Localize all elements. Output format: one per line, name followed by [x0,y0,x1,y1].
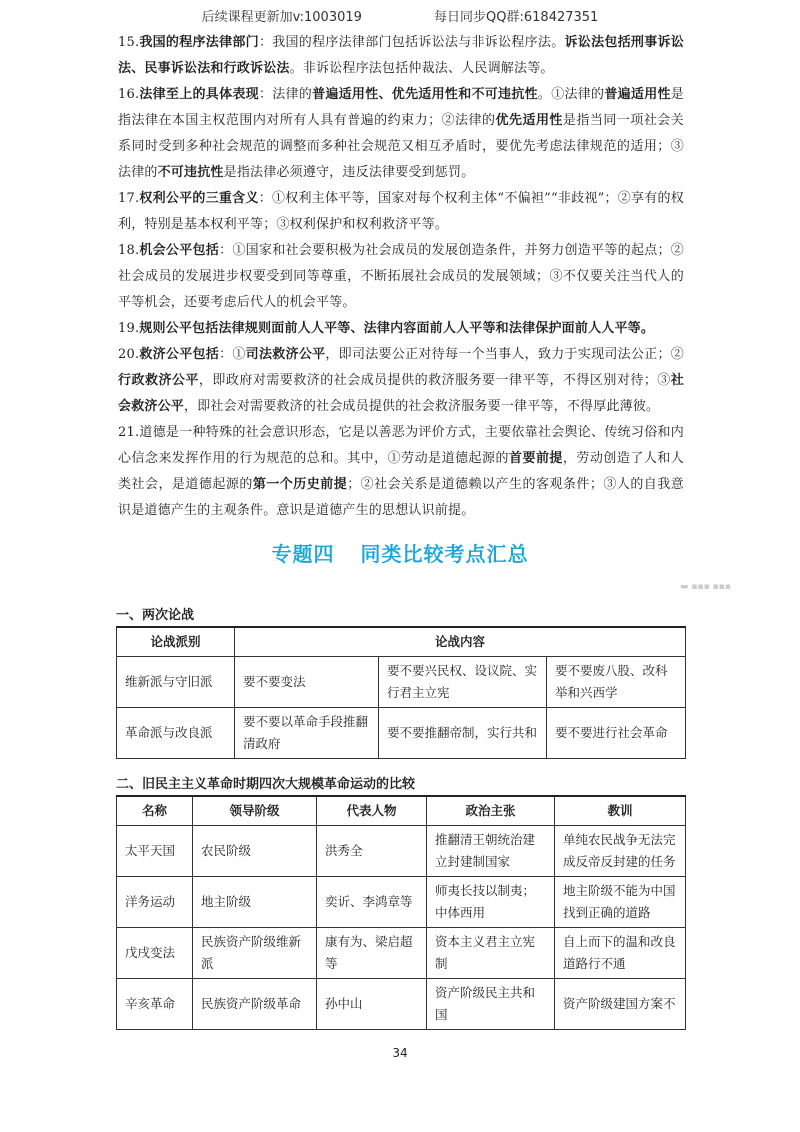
table-row: 辛亥革命 民族资产阶级革命 孙中山 资产阶级民主共和国 资产阶级建国方案不 [117,979,686,1030]
table-header-row [117,627,686,657]
item-18: 18.机会公平包括：①国家和社会要积极为社会成员的发展创造条件，并努力创造平等的起点；②社会成员的发展进步权要受到同等尊重，不断拓展社会成员的发展领域；③不仅要关注当代人的平等机会，还要考虑后代人的机会平等。 [118,243,684,310]
revolutions-table [116,795,686,1030]
page-number: 34 [392,1046,408,1060]
header-debate-content: 论战内容 [235,627,686,657]
table-row: 太平天国 农民阶级 洪秀全 推翻清王朝统治建立封建制国家 单纯农民战争无法完成反帝反封建的任务 [117,826,686,877]
body-text [118,30,684,524]
table-row: 戊戌变法 民族资产阶级维新派 康有为、梁启超等 资本主义君主立宪制 自上而下的温和改良道路行不通 [117,928,686,979]
item-20: 20.救济公平包括：①司法救济公平，即司法要公正对待每一个当事人，致力于实现司法公正；②行政救济公平，即政府对需要救济的社会成员提供的救济服务要一律平等，不得区别对待；③社会救济公平，即社会对需要救济的社会成员提供的社会救济服务要一律平等，不得厚此薄彼。 [118,347,685,414]
item-17: 17.权利公平的三重含义：①权利主体平等，国家对每个权利主体“不偏袒”“非歧视”；②享有的权利，特别是基本权利平等；③权利保护和权利救济平等。 [118,191,684,232]
page-header [0,6,800,25]
table2-title: 二、旧民主主义革命时期四次大规模革命运动的比较 [116,777,416,792]
section-title: 专题四 同类比较考点汇总 [271,542,529,566]
table-row: 洋务运动 地主阶级 奕䜣、李鸿章等 师夷长技以制夷；中体西用 地主阶级不能为中国找到正确的道路 [117,877,686,928]
table-header-row: 名称 领导阶级 代表人物 政治主张 教训 [117,796,686,826]
item-16: 16.法律至上的具体表现：法律的普遍适用性、优先适用性和不可违抗性。①法律的普遍适用性是指法律在本国主权范围内对所有人具有普遍的约束力；②法律的优先适用性是指当同一项社会关系同时受到多种社会规范的调整而多种社会规范又相互矛盾时，要优先考虑法律规范的适用；③法律的不可违抗性是指法律必须遵守，违反法律要受到惩罚。 [118,87,684,180]
item-15: 15.我国的程序法律部门：我国的程序法律部门包括诉讼法与非诉讼程序法。诉讼法包括刑事诉讼法、民事诉讼法和行政诉讼法。非诉讼程序法包括仲裁法、人民调解法等。 [118,35,684,76]
item-21: 21.道德是一种特殊的社会意识形态，它是以善恶为评价方式，主要依靠社会舆论、传统习俗和内心信念来发挥作用的行为规范的总和。其中，①劳动是道德起源的首要前提，劳动创造了人和人类社会，是道德起源的第一个历史前提；②社会关系是道德赖以产生的客观条件；③人的自我意识是道德产生的主观条件。意识是道德产生的思想认识前提。 [118,425,684,518]
table1-title: 一、两次论战 [116,608,195,623]
header-debate-factions: 论战派别 [117,627,235,657]
header-course-contact: 后续课程更新加v:1003019 [201,10,362,25]
item-19: 19.规则公平包括法律规则面前人人平等、法律内容面前人人平等和法律保护面前人人平等。 [118,321,655,336]
faint-mark: ▬ ▪▪▪ ▪▪▪ [680,582,731,592]
table-row: 维新派与守旧派 要不要变法 要不要兴民权、设议院、实行君主立宪 要不要废八股、改科举和兴西学 [117,657,686,708]
debates-table [116,626,686,759]
header-qq-group: 每日同步QQ群:618427351 [434,10,599,25]
table-row: 革命派与改良派 要不要以革命手段推翻清政府 要不要推翻帝制，实行共和 要不要进行社会革命 [117,708,686,759]
